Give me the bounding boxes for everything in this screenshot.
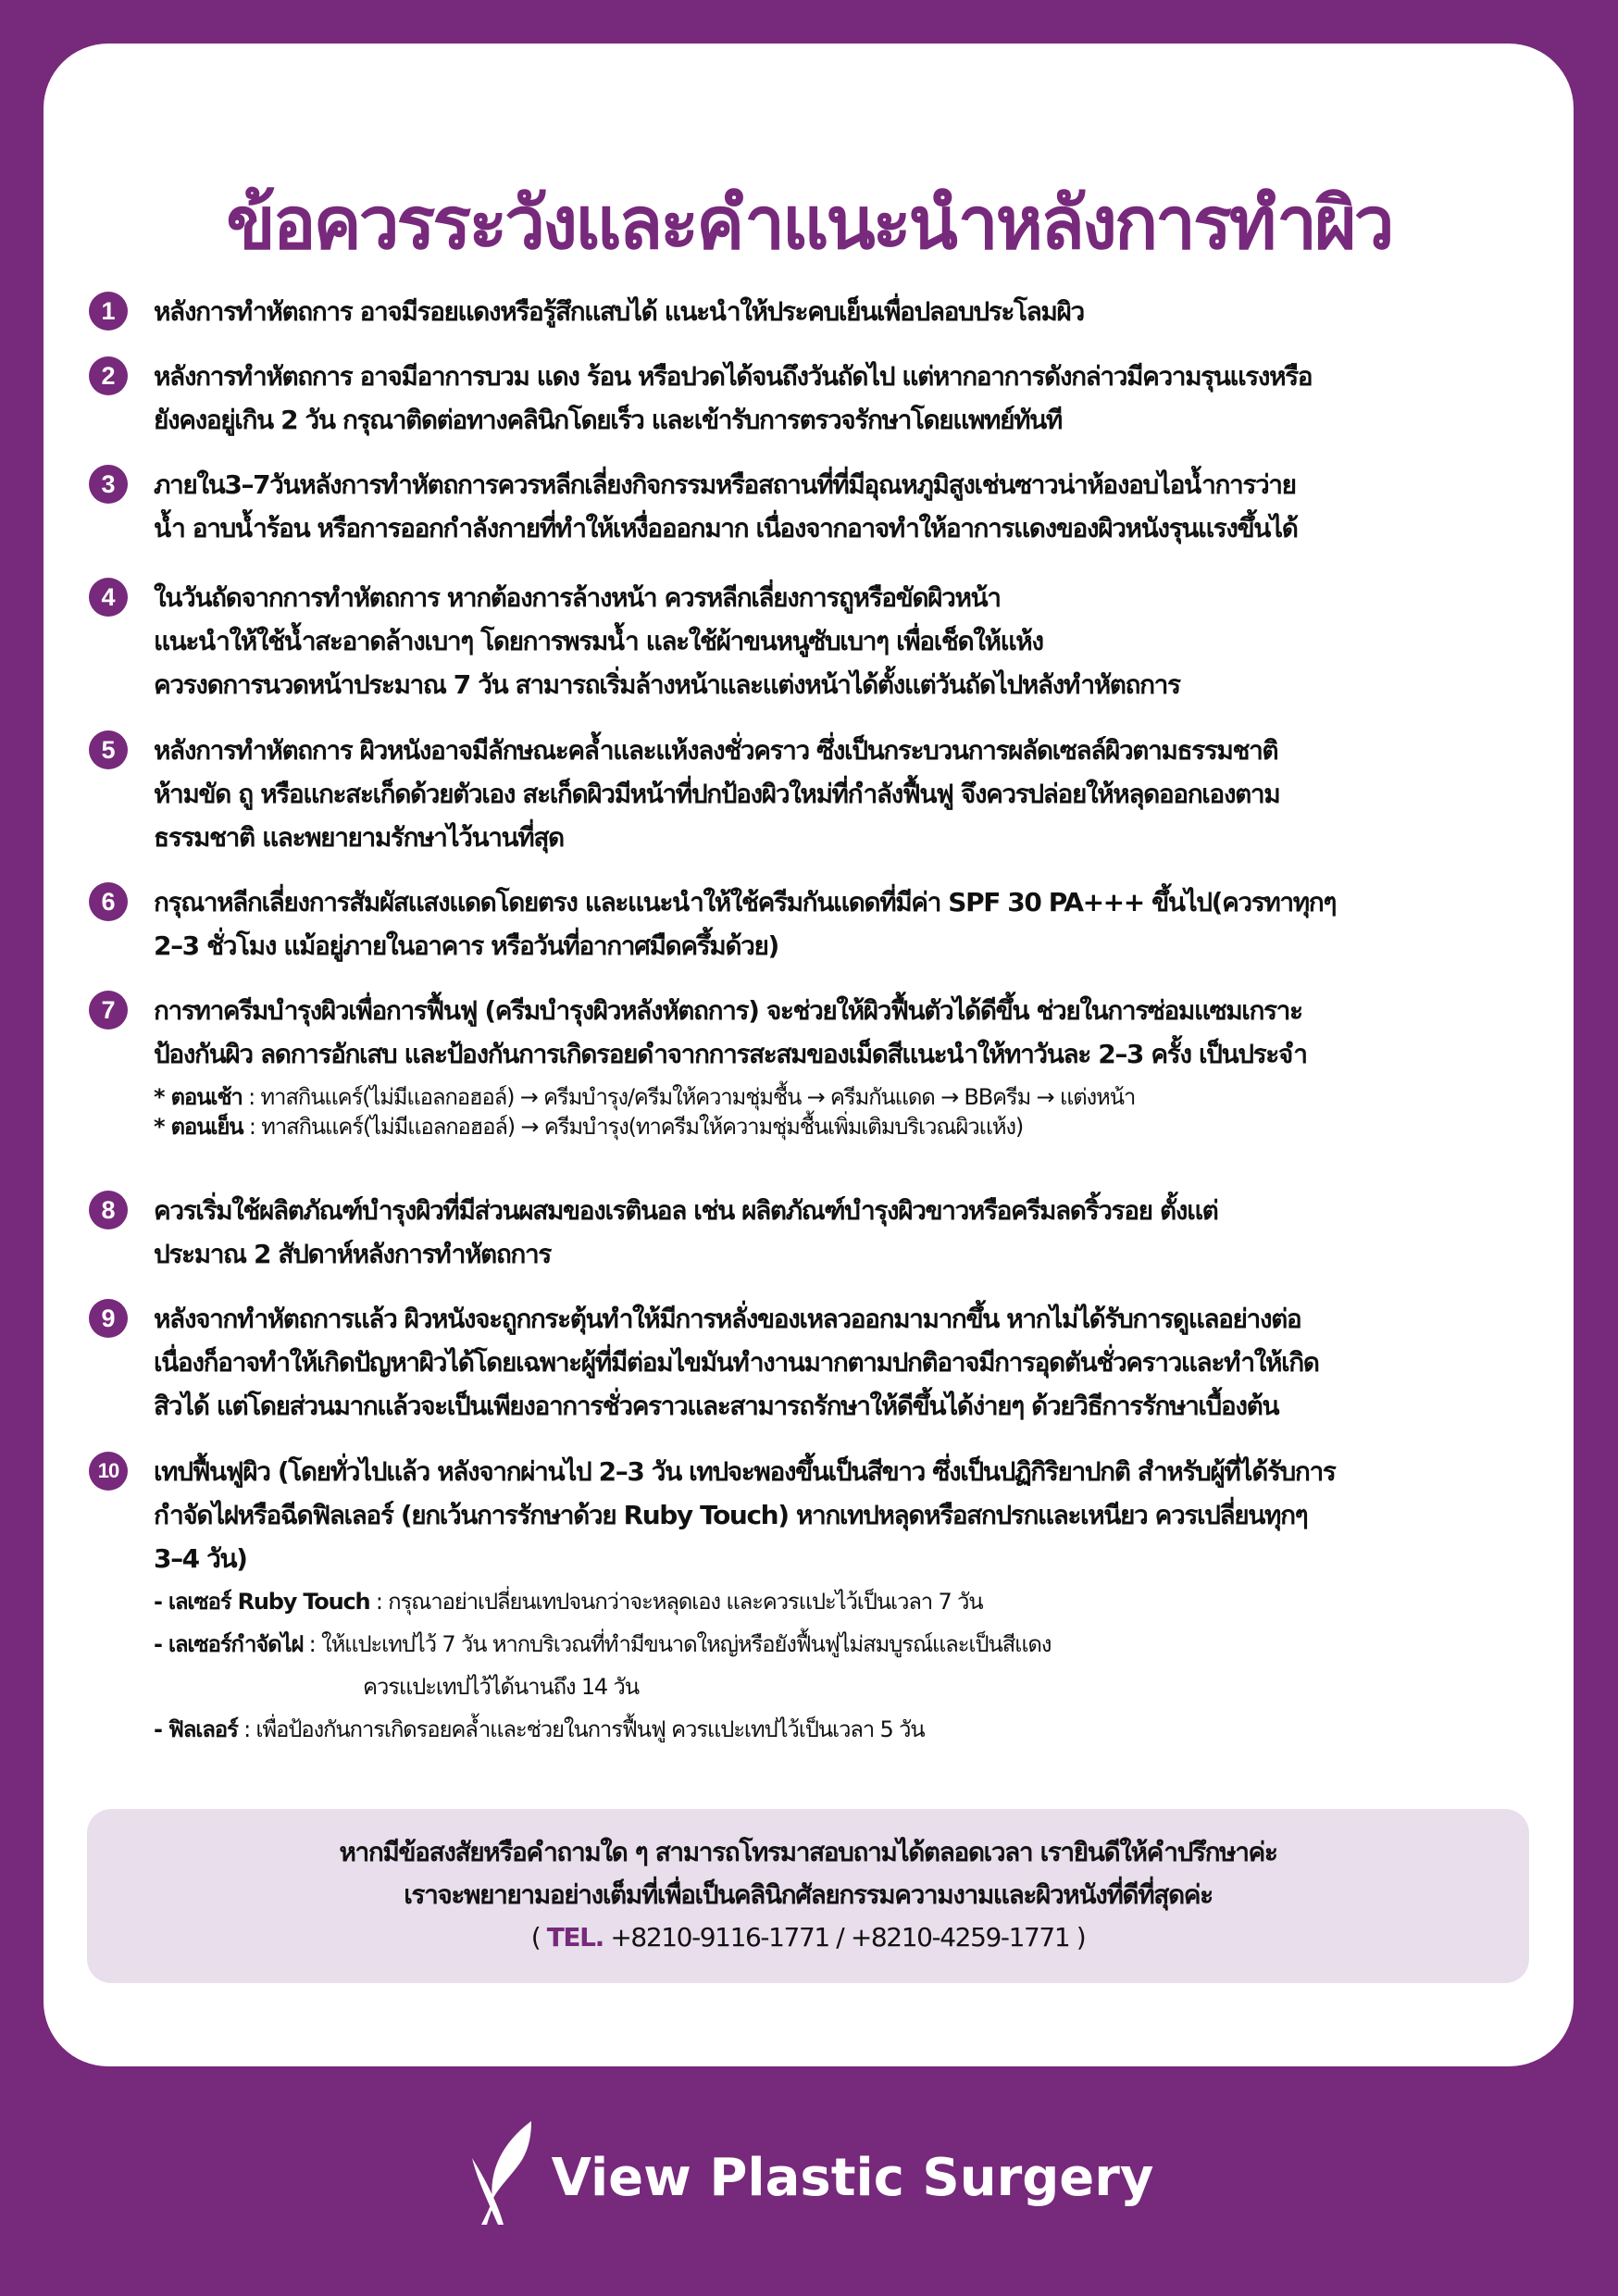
- text-line: ยังคงอยู่เกิน 2 วัน กรุณาติดต่อทางคลินิกโดยเร็ว และเข้ารับการตรวจรักษาโดยแพทย์ทันที: [154, 405, 1062, 435]
- number-badge: 7: [89, 991, 128, 1029]
- list-item-10: [89, 1450, 1533, 1751]
- sub-text: ควรแปะเทปไว้ได้นานถึง 14 วัน: [363, 1674, 639, 1700]
- paren: ): [1076, 1922, 1086, 1953]
- item-text: [154, 463, 1533, 550]
- sub-text: : ให้แปะเทปไว้ 7 วัน หากบริเวณที่ทำมีขนาดใหญ่หรือยังฟื้นฟูไม่สมบูรณ์และเป็นสีแดง: [303, 1631, 1052, 1657]
- phone-numbers[interactable]: +8210-9116-1771 / +8210-4259-1771: [603, 1922, 1077, 1953]
- tape-filler: [154, 1708, 1533, 1751]
- text-line: กรุณาหลีกเลี่ยงการสัมผัสแสงแดดโดยตรง และแนะนำให้ใช้ครีมกันแดดที่มีค่า SPF 30 PA+++ ขึ้นไป(ควรทาทุกๆ: [154, 887, 1336, 917]
- list-item-9: [89, 1297, 1533, 1428]
- tape-mole-removal: [154, 1623, 1533, 1666]
- number-badge: 1: [89, 292, 128, 331]
- number-badge: 5: [89, 730, 128, 769]
- contact-box: [87, 1809, 1529, 1983]
- contact-phone: [87, 1916, 1529, 1959]
- text-line: ควรงดการนวดหน้าประมาณ 7 วัน สามารถเริ่มล้างหน้าและแต่งหน้าได้ตั้งแต่วันถัดไปหลังทำหัตถการ: [154, 669, 1180, 700]
- tape-mole-removal-continued: [154, 1666, 1533, 1708]
- sub-label: - เลเซอร์ Ruby Touch: [154, 1589, 370, 1615]
- text-line: เทปฟื้นฟูผิว (โดยทั่วไปแล้ว หลังจากผ่านไป 2–3 วัน เทปจะพองขึ้นเป็นสีขาว ซึ่งเป็นปฏิกิริยาปกติ สำหรับผู้ที่ได้รับการ: [154, 1456, 1336, 1487]
- sub-text: : ทาสกินแคร์(ไม่มีแอลกอฮอล์) → ครีมบำรุง/ครีมให้ความชุ่มชื้น → ครีมกันแดด → BBครีม → แต่งหน้า: [242, 1084, 1136, 1110]
- sub-label: - ฟิลเลอร์: [154, 1716, 238, 1742]
- number-badge: 4: [89, 578, 128, 617]
- item-text: [154, 355, 1533, 442]
- list-item-2: [89, 355, 1533, 442]
- number-badge: 6: [89, 882, 128, 921]
- item-text: [154, 1450, 1533, 1580]
- text-line: แนะนำให้ใช้น้ำสะอาดล้างเบาๆ โดยการพรมน้ำ และใช้ผ้าขนหนูซับเบาๆ เพื่อเช็ดให้แห้ง: [154, 626, 1043, 656]
- item-text: [154, 989, 1533, 1076]
- list-item-7: [89, 989, 1533, 1148]
- tape-ruby-touch: [154, 1580, 1533, 1623]
- text-line: หลังการทำหัตถการ ผิวหนังอาจมีลักษณะคล้ำและแห้งลงชั่วคราว ซึ่งเป็นกระบวนการผลัดเซลล์ผิวตามธรรมชาติ: [154, 735, 1278, 766]
- list-item-5: [89, 729, 1533, 859]
- sub-label: - เลเซอร์กำจัดไฝ: [154, 1631, 304, 1657]
- list-item-4: [89, 576, 1533, 706]
- text-line: ธรรมชาติ และพยายามรักษาไว้นานที่สุด: [154, 822, 564, 853]
- list-item-3: [89, 463, 1533, 550]
- item-text: [154, 729, 1533, 859]
- contact-message-2: เราจะพยายามอย่างเต็มที่เพื่อเป็นคลินิกศัลยกรรมความงามและผิวหนังที่ดีที่สุดค่ะ: [404, 1879, 1213, 1910]
- number-badge: 9: [89, 1299, 128, 1338]
- number-badge: 3: [89, 465, 128, 504]
- item-text: [154, 1189, 1533, 1276]
- brand-name: View Plastic Surgery: [551, 2147, 1154, 2208]
- sub-text: : ทาสกินแคร์(ไม่มีแอลกอฮอล์) → ครีมบำรุง(ทาครีมให้ความชุ่มชื้นเพิ่มเติมบริเวณผิวแห้ง): [243, 1114, 1024, 1140]
- sub-text: : เพื่อป้องกันการเกิดรอยคล้ำและช่วยในการฟื้นฟู ควรแปะเทปไว้เป็นเวลา 5 วัน: [237, 1716, 925, 1742]
- text-line: การทาครีมบำรุงผิวเพื่อการฟื้นฟู (ครีมบำรุงผิวหลังหัตถการ) จะช่วยให้ผิวฟื้นตัวได้ดีขึ้น ช่วยในการซ่อมแซมเกราะ: [154, 995, 1302, 1026]
- sub-label: * ตอนเย็น: [154, 1114, 243, 1140]
- page-title: ข้อควรระวังและคำแนะนำหลังการทำผิว: [226, 182, 1392, 267]
- list-item-8: [89, 1189, 1533, 1276]
- text-line: หลังจากทำหัตถการแล้ว ผิวหนังจะถูกกระตุ้นทำให้มีการหลั่งของเหลวออกมามากขึ้น หากไม่ได้รับการดูแลอย่างต่อ: [154, 1304, 1301, 1334]
- sub-label: * ตอนเช้า: [154, 1084, 243, 1110]
- text-line: เนื่องก็อาจทำให้เกิดปัญหาผิวได้โดยเฉพาะผู้ที่มีต่อมไขมันทำงานมากตามปกติอาจมีการอุดตันชั่วคราวและทำให้เกิด: [154, 1347, 1319, 1378]
- text-line: กำจัดไฝหรือฉีดฟิลเลอร์ (ยกเว้นการรักษาด้วย Ruby Touch) หากเทปหลุดหรือสกปรกและเหนียว ควรเปลี่ยนทุกๆ: [154, 1500, 1308, 1530]
- item-text: [154, 880, 1533, 967]
- text-line: น้ำ อาบน้ำร้อน หรือการออกกำลังกายที่ทำให้เหงื่อออกมาก เนื่องจากอาจทำให้อาการแดงของผิวหนังรุนแรงขึ้นได้: [154, 513, 1298, 543]
- paren: (: [530, 1922, 547, 1953]
- text-line: ประมาณ 2 สัปดาห์หลังการทำหัตถการ: [154, 1239, 551, 1269]
- routine-evening: [154, 1105, 1533, 1148]
- number-badge: 8: [89, 1191, 128, 1229]
- item-text: [154, 290, 1533, 333]
- text-line: หลังการทำหัตถการ อาจมีอาการบวม แดง ร้อน หรือปวดได้จนถึงวันถัดไป แต่หากอาการดังกล่าวมีความรุนแรงหรือ: [154, 361, 1313, 392]
- text-line: 3–4 วัน): [154, 1543, 247, 1574]
- sub-text: : กรุณาอย่าเปลี่ยนเทปจนกว่าจะหลุดเอง และควรแปะไว้เป็นเวลา 7 วัน: [369, 1589, 983, 1615]
- item-text: [154, 1297, 1533, 1428]
- contact-message-1: หากมีข้อสงสัยหรือคำถามใด ๆ สามารถโทรมาสอบถามได้ตลอดเวลา เรายินดีให้คำปรึกษาค่ะ: [339, 1837, 1277, 1867]
- text-line: 2–3 ชั่วโมง แม้อยู่ภายในอาคาร หรือวันที่อากาศมืดครึ้มด้วย): [154, 930, 778, 961]
- text-line: สิวได้ แต่โดยส่วนมากแล้วจะเป็นเพียงอาการชั่วคราวและสามารถรักษาให้ดีขึ้นได้ง่ายๆ ด้วยวิธีการรักษาเบื้องต้น: [154, 1391, 1279, 1421]
- leaf-logo-icon: [465, 2115, 539, 2227]
- list-item-1: [89, 290, 1533, 333]
- text-line: ป้องกันผิว ลดการอักเสบ และป้องกันการเกิดรอยดำจากการสะสมของเม็ดสีแนะนำให้ทาวันละ 2–3 ครั้ง เป็นประจำ: [154, 1039, 1307, 1069]
- number-badge: 2: [89, 356, 128, 395]
- text-line: ควรเริ่มใช้ผลิตภัณฑ์บำรุงผิวที่มีส่วนผสมของเรตินอล เช่น ผลิตภัณฑ์บำรุงผิวขาวหรือครีมลดริ้วรอย ตั้งแต่: [154, 1195, 1218, 1226]
- text-line: ภายใน3–7วันหลังการทำหัตถการควรหลีกเลี่ยงกิจกรรมหรือสถานที่ที่มีอุณหภูมิสูงเช่นซาวน่าห้องอบไอน้ำการว่าย: [154, 469, 1296, 500]
- text-line: ห้ามขัด ถู หรือแกะสะเก็ดด้วยตัวเอง สะเก็ดผิวมีหน้าที่ปกป้องผิวใหม่ที่กำลังฟื้นฟู จึงควรปล่อยให้หลุดออกเองตาม: [154, 779, 1280, 809]
- number-badge: 10: [89, 1452, 128, 1491]
- text-line: ในวันถัดจากการทำหัตถการ หากต้องการล้างหน้า ควรหลีกเลี่ยงการถูหรือขัดผิวหน้า: [154, 582, 1001, 613]
- item-text: [154, 576, 1533, 706]
- tel-label: TEL.: [546, 1922, 604, 1953]
- footer-brand: [0, 2115, 1618, 2227]
- text-line: หลังการทำหัตถการ อาจมีรอยแดงหรือรู้สึกแสบได้ แนะนำให้ประคบเย็นเพื่อปลอบประโลมผิว: [154, 296, 1084, 327]
- list-item-6: [89, 880, 1533, 967]
